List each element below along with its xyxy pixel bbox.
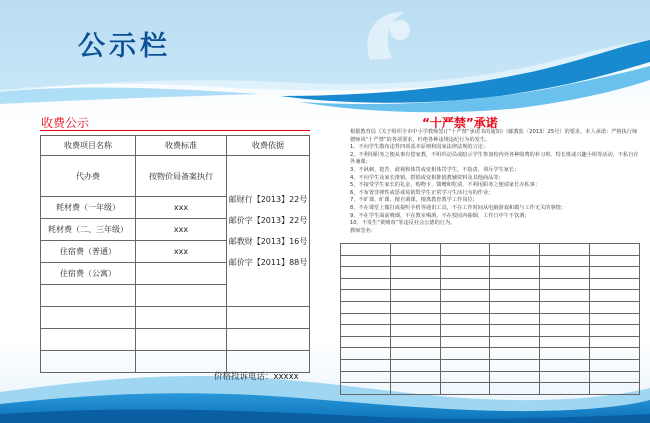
- fee-item-name: 耗材费（二、三年级）: [41, 219, 136, 241]
- signature-cell: [390, 278, 440, 290]
- col-standard: 收费标准: [136, 136, 227, 156]
- signature-cell: [590, 301, 640, 313]
- fee-basis-line: 邮价字【2013】22号: [228, 216, 308, 225]
- pledge-heading: “十严禁”承诺: [422, 116, 498, 130]
- fee-basis-cell: [227, 156, 310, 307]
- signature-cell: [390, 255, 440, 267]
- fee-standard: 按物价局备案执行: [136, 156, 227, 197]
- signature-cell: [341, 383, 391, 395]
- signature-cell: [540, 278, 590, 290]
- signature-cell: [590, 313, 640, 325]
- signature-cell: [440, 267, 490, 279]
- signature-cell: [390, 383, 440, 395]
- signature-cell: [390, 325, 440, 337]
- signature-cell: [490, 267, 540, 279]
- empty-cell: [41, 285, 136, 307]
- fee-table-header: [41, 136, 310, 156]
- signature-row: [341, 336, 640, 348]
- signature-cell: [540, 325, 590, 337]
- signature-row: [341, 301, 640, 313]
- signature-row: [341, 325, 640, 337]
- signature-cell: [341, 244, 391, 256]
- signature-cell: [341, 359, 391, 371]
- signature-cell: [540, 371, 590, 383]
- table-row: [41, 156, 310, 197]
- signature-cell: [390, 359, 440, 371]
- signature-cell: [540, 348, 590, 360]
- fee-standard: xxx: [136, 197, 227, 219]
- col-basis: 收费依据: [227, 136, 310, 156]
- signature-row: [341, 278, 640, 290]
- signature-cell: [390, 336, 440, 348]
- signature-row: [341, 244, 640, 256]
- signature-cell: [590, 325, 640, 337]
- signature-cell: [590, 371, 640, 383]
- signature-cell: [590, 348, 640, 360]
- empty-cell: [41, 351, 136, 373]
- board-title: 公示栏: [78, 31, 171, 62]
- signature-cell: [390, 244, 440, 256]
- signature-row: [341, 371, 640, 383]
- signature-cell: [440, 348, 490, 360]
- signature-cell: [490, 336, 540, 348]
- signature-cell: [540, 383, 590, 395]
- pledge-item: 4、不向学生及家长推销、搭销或变相推销教辅资料及其他商品等；: [350, 174, 504, 181]
- signature-cell: [540, 301, 590, 313]
- signature-label: 教师签名：: [350, 227, 376, 234]
- signature-cell: [590, 267, 640, 279]
- signature-cell: [341, 348, 391, 360]
- empty-cell: [41, 329, 136, 351]
- signature-cell: [540, 255, 590, 267]
- empty-cell: [136, 307, 227, 329]
- signature-cell: [440, 301, 490, 313]
- pledge-item: 6、不布置非弹性或惩戒易销毁学生正常学习生活行为的作业；: [350, 189, 494, 196]
- signature-row: [341, 313, 640, 325]
- pledge-item: 9、不在学生面前吸烟，不在教室喝酒，不在校园内抽烟，工作日中午不饮酒；: [350, 212, 530, 219]
- fee-basis-line: 邮财行【2013】22号: [228, 195, 308, 204]
- table-row: [41, 307, 310, 329]
- signature-row: [341, 359, 640, 371]
- complaint-hotline: 价格投诉电话：xxxxx: [214, 372, 299, 382]
- empty-cell: [227, 329, 310, 351]
- signature-cell: [341, 371, 391, 383]
- signature-cell: [490, 278, 540, 290]
- signature-cell: [341, 336, 391, 348]
- empty-cell: [136, 351, 227, 373]
- signature-cell: [341, 278, 391, 290]
- signature-cell: [341, 290, 391, 302]
- fee-item-name: 代办费: [41, 156, 136, 197]
- pledge-item: 7、不旷课、旷课、擅自调课，擅离教育教学工作岗位；: [350, 197, 478, 204]
- signature-cell: [590, 290, 640, 302]
- signature-cell: [390, 313, 440, 325]
- empty-cell: [136, 329, 227, 351]
- signature-row: [341, 267, 640, 279]
- pledge-item: 5、不接受学生家长的礼金、购物卡、馈赠和吃请，不利用职务之便请家长办私事；: [350, 182, 541, 189]
- signature-cell: [540, 244, 590, 256]
- signature-cell: [440, 278, 490, 290]
- signature-cell: [440, 336, 490, 348]
- pledge-item: 3、不讽刺、挖苦、歧视和体罚或变相体罚学生，不指责、训斥学生家长；: [350, 166, 520, 173]
- signature-cell: [490, 348, 540, 360]
- signature-cell: [440, 244, 490, 256]
- signature-cell: [540, 336, 590, 348]
- signature-cell: [490, 383, 540, 395]
- signature-cell: [490, 301, 540, 313]
- signature-cell: [440, 313, 490, 325]
- signature-cell: [341, 267, 391, 279]
- fee-item-name: 住宿费（公寓）: [41, 263, 136, 285]
- signature-row: [341, 255, 640, 267]
- fee-item-name: 住宿费（普通）: [41, 241, 136, 263]
- pledge-text: [340, 129, 640, 235]
- signature-cell: [590, 278, 640, 290]
- signature-row: [341, 290, 640, 302]
- signature-cell: [390, 348, 440, 360]
- signature-cell: [590, 255, 640, 267]
- pledge-intro: 根据教育局《关于组织全市中小学教师签订“十严禁”承诺书的通知》（邮教监〔2013〕25号）的要求，本人承诺：严格执行师德师风“十严禁”的各项要求，杜绝各种违规违纪行为的发生。: [350, 129, 638, 143]
- signature-cell: [540, 359, 590, 371]
- signature-cell: [341, 255, 391, 267]
- signature-cell: [590, 244, 640, 256]
- signature-cell: [341, 325, 391, 337]
- empty-cell: [227, 307, 310, 329]
- fee-table: [40, 135, 310, 373]
- table-row: [41, 329, 310, 351]
- signature-cell: [490, 313, 540, 325]
- signature-cell: [490, 244, 540, 256]
- empty-cell: [41, 307, 136, 329]
- signature-cell: [490, 359, 540, 371]
- signature-cell: [390, 371, 440, 383]
- signature-cell: [590, 359, 640, 371]
- fee-basis-line: 邮教财【2013】16号: [228, 237, 308, 246]
- signature-table: [340, 243, 640, 395]
- fee-basis-line: 邮价字【2011】88号: [228, 258, 308, 267]
- signature-cell: [590, 383, 640, 395]
- signature-cell: [341, 313, 391, 325]
- signature-cell: [440, 383, 490, 395]
- empty-cell: [136, 285, 227, 307]
- signature-cell: [440, 359, 490, 371]
- signature-row: [341, 348, 640, 360]
- signature-cell: [490, 371, 540, 383]
- fee-standard: [136, 263, 227, 285]
- pledge-item: 1、不向学生散布违背四项基本原则和国家法律法规的言论；: [350, 144, 489, 151]
- fee-standard: xxx: [136, 241, 227, 263]
- signature-cell: [540, 313, 590, 325]
- pledge-item: 10、不发生“黄赌毒”等违反社会公德的行为。: [350, 220, 456, 227]
- pledge-item: 2、不利用职务之便从事有偿家教，不组织动员或暗示学生参加校内外各种收费的补习班、特长班或兴趣小组等活动，不私自在外兼课；: [350, 151, 639, 166]
- signature-cell: [490, 290, 540, 302]
- signature-cell: [540, 267, 590, 279]
- signature-cell: [390, 267, 440, 279]
- signature-cell: [390, 301, 440, 313]
- signature-cell: [590, 336, 640, 348]
- col-item-name: 收费项目名称: [41, 136, 136, 156]
- fee-section-heading: 收费公示: [41, 116, 90, 130]
- signature-cell: [540, 290, 590, 302]
- signature-row: [341, 383, 640, 395]
- signature-cell: [440, 325, 490, 337]
- fee-item-name: 耗材费（一年级）: [41, 197, 136, 219]
- signature-cell: [440, 255, 490, 267]
- pledge-item: 8、不在课堂上做打或提听手机等通讯工具，不在工作时间从电脑游戏和做与工作无关的事情；: [350, 204, 566, 211]
- signature-cell: [341, 301, 391, 313]
- signature-cell: [490, 325, 540, 337]
- signature-cell: [440, 371, 490, 383]
- fee-section-divider: [40, 130, 310, 131]
- fee-standard: xxx: [136, 219, 227, 241]
- signature-cell: [390, 290, 440, 302]
- signature-cell: [440, 290, 490, 302]
- signature-cell: [490, 255, 540, 267]
